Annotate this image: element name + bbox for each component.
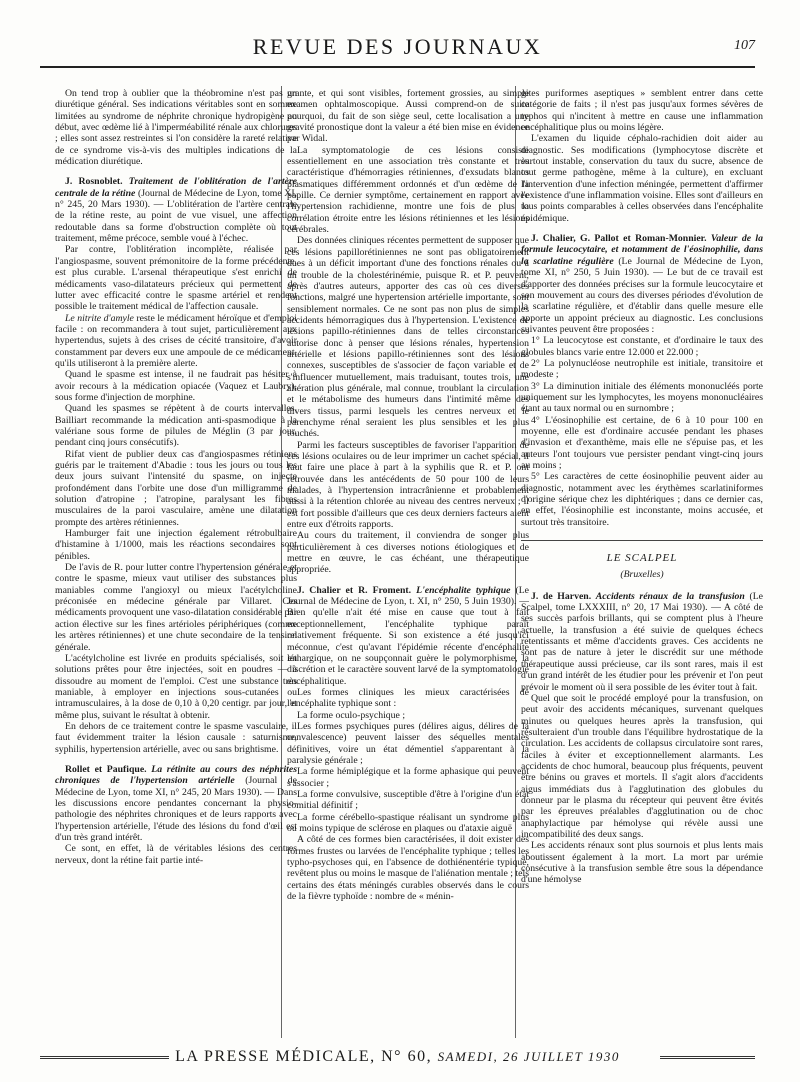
paragraph: La symptomatologie de ces lésions consiste essentiellement en une association très constante et très caractéristique d'hémorragies rétiniennes, d'exsudats blancs plasmatiques différemment ordonnés et d'un œdème de la papille. Ce dernier symptôme, certainement en rapport avec l'hypertension rachidienne, montre une fois de plus la corrélation étroite entre les lésions rétiniennes et les lésions cérébrales. (287, 144, 529, 236)
header-rule (40, 66, 755, 68)
article-author: J. Chalier, G. Pallot et Roman-Monnier. (531, 233, 707, 245)
article-title: Valeur de la formule leucocytaire, et notamment de l'éosinophilie, dans la scarlatine régulière (521, 233, 763, 267)
paragraph: Ce sont, en effet, là de véritables lésions des centres nerveux, dont la rétine fait partie inté- (55, 843, 297, 866)
paragraph: Au cours du traitement, il conviendra de songer plus particulièrement à ces diverses notions étiologiques et de mettre en œuvre, le cas échéant, une thérapeutique appropriée. (287, 530, 529, 576)
issue-date: SAMEDI, 26 JUILLET 1930 (437, 1049, 620, 1064)
journal-section-title: REVUE DES JOURNAUX (252, 34, 543, 59)
article-author: J. Chalier et R. Froment. (297, 584, 412, 596)
article-rosnoblet (55, 176, 297, 244)
list-item: 1° La leucocytose est constante, et d'ordinaire le taux des globules blancs varie entre 12.000 et 22.000 ; (521, 335, 763, 358)
paragraph-text: reste le médicament héroïque et d'emploi facile : on recommandera à tout sujet, particulièrement aux hypertendus, sujets à des crises de cécité transitoire, d'avoir constamment par devers eux une ampoule de ce médicament, qu'ils utiliseront à la première alerte. (55, 312, 297, 369)
page-number: 107 (734, 38, 755, 53)
paragraph: L'examen du liquide céphalo-rachidien doit aider au diagnostic. Ses modifications (lymphocytose discrète et surtout instable, conservation du taux du sucre, absence de tout germe pathogène, même à la culture), en excluant l'intervention d'une infection méningée, permettent d'affirmer l'existence d'une inflammation voisine. Elles sont d'ailleurs en tous points comparables à celles observées dans l'encéphalite épidémique. (521, 133, 763, 224)
article-title: L'encéphalite typhique (416, 584, 511, 596)
paragraph: A côté de ces formes bien caractérisées, il doit exister des formes frustes ou larvées de l'encéphalite typhique ; telles les typho-psychoses qui, en l'absence de dothiénentérie typique, revêtent plus ou moins le masque de l'aliénation mentale ; tels certains des états méningés curables observés dans le cours de la fièvre typhoïde : nombre de « ménin- (287, 834, 529, 903)
paragraph: La forme convulsive, susceptible d'être à l'origine d'un état comitial définitif ; (287, 788, 529, 812)
column-3 (521, 88, 763, 1040)
paragraph: La forme hémiplégique et la forme aphasique qui peuvent s'associer ; (287, 766, 529, 789)
paragraph: Hamburger fait une injection également rétrobulbaire d'histamine à 1/1000, mais les réactions secondaires sont pénibles. (55, 528, 297, 562)
paragraph: Par contre, l'oblitération incomplète, réalisée par l'angiospasme, souvent prémonitoire de la forme précédente, est plus curable. L'arsenal thérapeutique s'est enrichi de médicaments vaso-dilatateurs précieux qui permettent de lutter avec efficacité contre le spasme artériel et rendent possible le traitement médical de l'affection causale. (55, 244, 297, 313)
paragraph: Parmi les facteurs susceptibles de favoriser l'apparition de ces lésions oculaires ou de leur imprimer un cachet spécial, il faut faire une place à part à la syphilis que R. et P. ont retrouvée dans les antécédents de 50 pour 100 de leurs malades, à l'hypertension intracrânienne et probablement aussi à la rétention chlorée au niveau des centres nerveux ; il est fort possible d'ailleurs que ces deux derniers facteurs aient entre eux d'étroits rapports. (287, 439, 529, 531)
article-body: (Le Scalpel, tome LXXXIII, n° 20, 17 Mai 1930). — A côté de ses succès parfois brillants, qui se comptent plus à l'heure actuelle, la transfusion a été suivie de quelques échecs retentissants et même d'accidents graves. Ces accidents ne sont pas de nature à jeter le discrédit sur une méthode thérapeutique aussi précieuse, car ils sont rares, mais il est d'un grand intérêt de les étudier pour les prévenir et l'on peut prévoir le moment où il sera possible de les éviter tout à fait. (521, 590, 763, 693)
article-body: (Le Journal de Médecine de Lyon, t. XI, n° 250, 5 Juin 1930). — Bien qu'elle n'ait été mise en cause que tout à fait exceptionnellement, l'encéphalite typhique paraît relativement fréquente. Si son existence a été jusqu'ici méconnue, c'est qu'avant l'épidémie récente d'encéphalite léthargique, on ne soupçonnait guère le polymorphisme, la discrétion et le caractère souvent larvé de la symptomatologie encéphalitique. (287, 584, 529, 687)
article-title: La rétinite au cours des néphrites chroniques de l'hypertension artérielle (55, 763, 297, 787)
paragraph: Rifat vient de publier deux cas d'angiospasmes rétiniens guéris par le traitement d'Abadie : tous les jours ou tous les deux jours suivant l'intensité du spasme, on injecte profondément dans l'orbite une dose d'un milligramme de solution d'atropine ; l'atropine, paralysant les fibres musculaires de la paroi vasculaire, amène une dilatation prompte des artères rétiniennes. (55, 448, 297, 528)
list-item: 2° La polynucléose neutrophile est initiale, transitoire et modeste ; (521, 357, 763, 381)
paragraph: Quel que soit le procédé employé pour la transfusion, on peut avoir des accidents mécaniques, survenant quelques minutes ou quelques heures après la transfusion, qui résulteraient d'un trouble dans l'équilibre hydrostatique de la circulation. Les accidents de collapsus circulatoire sont rares, faciles à éviter et exceptionnellement alarmants. Les accidents de choc humoral, beaucoup plus fréquents, peuvent être bénins ou graves et mortels. Il s'agit alors d'accidents aigus immédiats dus à l'agglutination des globules du donneur par le plasma du récepteur qui peuvent être évités par les épreuves préalables d'agglutination ou de choc anaphylactique par hémolyse qui révèle aussi une incompatibilité des deux sangs. (521, 692, 763, 840)
page-header (40, 28, 755, 68)
section-name: LE SCALPEL (606, 552, 678, 565)
paragraph: La forme oculo-psychique ; (297, 709, 406, 721)
paragraph: En dehors de ce traitement contre le spasme vasculaire, il faut évidemment traiter la lésion causale : saturnisme, syphilis, hypertension artérielle, avec ou sans brightisme. (55, 720, 297, 755)
article-author: J. Rosnoblet. (65, 176, 123, 188)
article-rollet-paufique (55, 764, 297, 843)
article-body: (Le Journal de Médecine de Lyon, tome XI, n° 250, 5 Juin 1930). — Le but de ce travail est d'apporter des données précises sur la formule leucocytaire et son mouvement au cours des diverses périodes d'évolution de la scarlatine régulière, et d'établir dans quelle mesure elle apporte un appoint précieux au diagnostic. Les conclusions suivantes peuvent être proposées : (521, 255, 763, 335)
article-body: (Journal de Médecine de Lyon, tome XI, n° 245, 20 Mars 1930). — Dans les discussions encore pendantes concernant la physio-pathologie des néphrites chroniques et de leurs rapports avec l'hypertension artérielle, l'étude des lésions du fond d'œil est d'un très grand intérêt. (55, 775, 297, 843)
article-body: (Journal de Médecine de Lyon, tome XI, n° 245, 20 Mars 1930). — L'oblitération de l'artère centrale de la rétine reste, au point de vue visuel, une affection redoutable dans sa forme d'obstruction complète où tout traitement, même précoce, semble voué à l'échec. (55, 187, 297, 245)
paragraph: Les formes psychiques pures (délires aigus, délires de la convalescence) peuvent laisser des séquelles mentales définitives, voire un état démentiel s'apparentant à la paralysie générale ; (287, 720, 529, 766)
article-de-harven (521, 591, 763, 693)
column-2 (287, 88, 529, 1040)
paragraph: De l'avis de R. pour lutter contre l'hypertension générale et contre le spasme, mieux vaut utiliser des substances plus maniables comme l'angioxyl ou mieux l'acétylcholine préconisée en médecine générale par Villaret. Ces médicaments provoquent une vaso-dilatation considérable par action élective sur les fines artérioles périphériques (comme les artères rétiniennes) et une chute secondaire de la tension générale. (55, 562, 297, 653)
paragraph: Quand les spasmes se répètent à de courts intervalles, Bailliart recommande la médication anti-spasmodique à la valériane sous forme de pilules de Méglin (3 par jour, pendant cinq jours consécutifs). (55, 403, 297, 449)
emphasis: Le nitrite d'amyle (65, 312, 134, 324)
paragraph: grante, et qui sont visibles, fortement grossies, au simple examen ophtalmoscopique. Aussi comprend-on de suite pourquoi, du fait de son siège seul, cette localisation a une gravité pronostique dont la valeur a été bien mise en évidence par Widal. (287, 88, 529, 145)
list-item: 3° La diminution initiale des éléments mononucléés porte uniquement sur les lymphocytes, les moyens mononucléaires étant au taux normal ou en surnombre ; (521, 380, 763, 415)
column-1 (55, 88, 297, 1040)
article-author: J. de Harven. (531, 590, 592, 602)
article-chalier-pallot (521, 233, 763, 335)
section-heading (521, 540, 763, 581)
list-item: 5° Les caractères de cette éosinophilie peuvent aider au diagnostic, notamment avec les érythèmes scarlatiniformes d'origine sérique chez les diphtériques ; dans ce dernier cas, en effet, l'éosinophilie est inconstante, moins accusée, et surtout très transitoire. (521, 471, 763, 528)
paragraph: L'acétylcholine est livrée en produits spécialisés, soit en solutions prêtes pour être injectées, soit en poudres — à dissoudre au moment de l'emploi. C'est une substance très maniable, à employer en injections sous-cutanées ou intramusculaires, à la dose de 0,10 à 0,20 centigr. par jour, et même plus, suivant le résultat à obtenir. (55, 652, 297, 721)
paragraph: On tend trop à oublier que la théobromine n'est pas un diurétique général. Ses indications véritables sont en somme limitées au syndrome de néphrite chronique hydropigène au début, avec œdème lié à l'imperméabilité rénale aux chlorures ; elles sont assez restreintes si l'on considère la rareté relative de ce syndrome vis-à-vis des multiples indications de la médication diurétique. (55, 88, 297, 168)
paragraph: Les accidents rénaux sont plus sournois et plus lents mais aboutissent également à la mort. La mort par urémie consécutive à la transfusion semble être sous la dépendance d'une hémolyse (521, 840, 763, 886)
footer-text (169, 1048, 626, 1066)
section-city: (Bruxelles) (620, 569, 664, 581)
journal-name: LA PRESSE MÉDICALE, N° 60, (175, 1048, 433, 1065)
list-item: 4° L'éosinophilie est certaine, de 6 à 10 pour 100 en moyenne, elle est d'ordinaire accusée pendant les phases d'invasion et d'exanthème, mais elle ne s'épuise pas, et les auteurs l'ont toujours vue persister pendant vingt-cinq jours au moins ; (521, 414, 763, 471)
page-footer (40, 1046, 755, 1068)
paragraph: La forme cérébello-spastique réalisant un syndrome plus ou moins typique de sclérose en plaques ou d'ataxie aiguë (287, 811, 529, 834)
paragraph: Les formes cliniques les mieux caractérisées de l'encéphalite typhique sont : (287, 686, 529, 710)
paragraph (55, 313, 297, 370)
article-author: Rollet et Paufique. (65, 763, 147, 775)
article-title: Accidents rénaux de la transfusion (595, 590, 745, 602)
article-chalier-froment (287, 585, 529, 687)
paragraph: Des données cliniques récentes permettent de supposer que ces lésions papillorétiniennes ne sont pas obligatoirement dues à un déficit important d'une des fonctions rénales ou à un trouble de la cholestérinémie, puisque R. et P. peuvent, après d'autres auteurs, apporter des cas où ces diverses fonctions, malgré une hypertension artérielle importante, sont sensiblement normales. Ce ne sont pas non plus de simples accidents hémorragiques dus à l'hypertension. L'existence de lésions papillo-rétiniennes dans de telles circonstances autorise donc à penser que lésions rénales, hypertension artérielle et lésions papillo-rétiniennes sont des lésions connexes, susceptibles de s'associer de façon variable et de s'influencer mutuellement, mais traduisant, toutes trois, une altération plus générale, mal connue, troublant la circulation et le métabolisme des humeurs dans l'intimité même des divers tissus, parmi lesquels les centres nerveux et le parenchyme rénal seraient les plus sensibles et les plus touchés. (287, 235, 529, 440)
paragraph: Quand le spasme est intense, il ne faudrait pas hésiter à avoir recours à la médication opiacée (Vaquez et Laubry), sous forme d'injection de morphine. (55, 369, 297, 403)
paragraph: gites puriformes aseptiques » semblent entrer dans cette catégorie de faits ; il n'est pas jusqu'aux formes sévères de typhos qui n'incitent à mettre en cause une inflammation encéphalitique plus ou moins légère. (521, 88, 763, 134)
footer-rule (660, 1056, 755, 1059)
article-title: Traitement de l'oblitération de l'artère centrale de la rétine (55, 176, 297, 199)
